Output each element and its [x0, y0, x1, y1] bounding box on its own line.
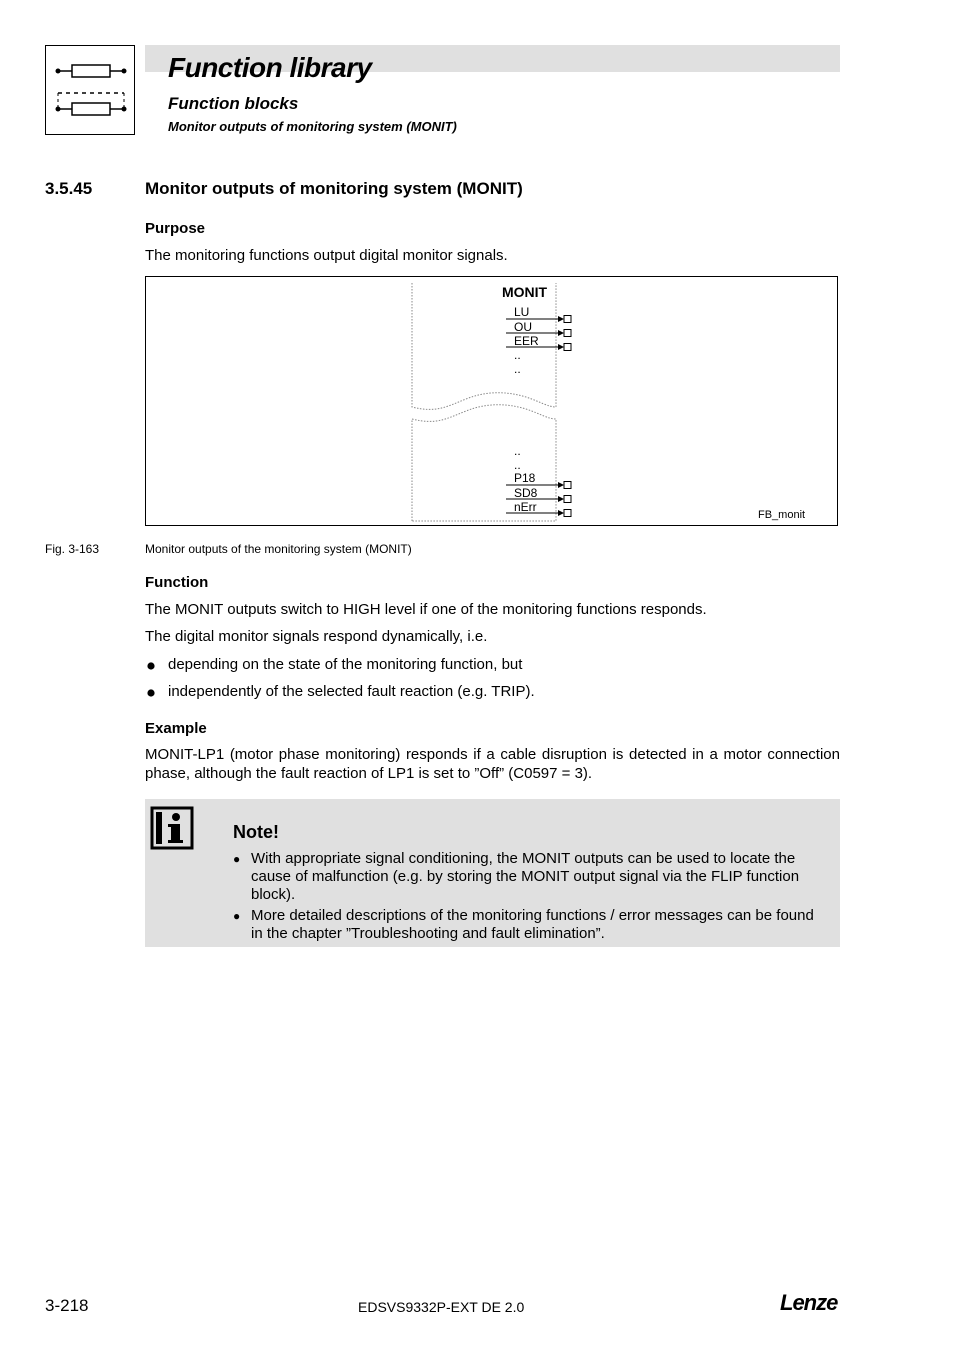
function-text-1: The MONIT outputs switch to HIGH level if one of the monitoring functions responds.	[145, 601, 707, 618]
function-heading: Function	[145, 574, 209, 591]
example-text: MONIT-LP1 (motor phase monitoring) responds if a cable disruption is detected in a motor connection phase, although the fault reaction of LP1 is set to ”Off” (C0597 = 3).	[145, 746, 840, 782]
example-heading: Example	[145, 720, 207, 737]
ellipsis-4: ..	[514, 458, 521, 472]
output-label-ou: OU	[514, 320, 532, 334]
monit-block-name: MONIT	[502, 284, 548, 300]
ellipsis-3: ..	[514, 444, 521, 458]
page-title: Function library	[168, 52, 372, 83]
note-item	[233, 850, 818, 904]
monit-block-diagram	[146, 277, 837, 525]
output-label-lu: LU	[514, 305, 530, 319]
output-pin-p18	[564, 482, 571, 489]
function-text-2: The digital monitor signals respond dynamically, i.e.	[145, 628, 488, 645]
function-library-icon	[45, 45, 135, 135]
output-label-eer: EER	[514, 334, 539, 348]
output-pin-eer	[564, 344, 571, 351]
bullet-icon: ●	[233, 909, 241, 923]
figure-caption-number: Fig. 3-163	[45, 542, 100, 556]
output-pin-sd8	[564, 496, 571, 503]
section-number: 3.5.45	[45, 179, 93, 198]
function-bullet-2: independently of the selected fault reaction (e.g. TRIP).	[168, 683, 535, 700]
page-number: 3-218	[45, 1296, 89, 1315]
output-label-p18: P18	[514, 471, 536, 485]
page-subsubtitle: Monitor outputs of monitoring system (MONIT)	[168, 119, 457, 134]
info-icon	[150, 806, 194, 855]
output-pin-lu	[564, 316, 571, 323]
note-item-text: With appropriate signal conditioning, the MONIT outputs can be used to locate the cause of malfunction (e.g. by storing the MONIT output signal via the FLIP function block).	[251, 850, 800, 903]
bullet-icon	[145, 683, 157, 706]
figure-label: FB_monit	[758, 509, 806, 521]
function-bullet-1: depending on the state of the monitoring function, but	[168, 656, 523, 673]
output-nerr	[506, 500, 571, 517]
note-item	[233, 907, 818, 943]
ellipsis-1: ..	[514, 348, 521, 362]
bullet-icon: ●	[233, 852, 241, 866]
output-pin-ou	[564, 330, 571, 337]
output-pin-nerr	[564, 510, 571, 517]
output-label-nerr: nErr	[514, 500, 537, 514]
ellipsis-2: ..	[514, 362, 521, 376]
page-subtitle: Function blocks	[168, 94, 299, 113]
brand-logo: Lenze	[780, 1290, 838, 1315]
section-title: Monitor outputs of monitoring system (MONIT)	[145, 179, 523, 198]
purpose-heading: Purpose	[145, 220, 206, 237]
figure-frame	[145, 276, 838, 526]
note-item-text: More detailed descriptions of the monitoring functions / error messages can be found in the chapter ”Troubleshooting and fault elimination”.	[251, 907, 814, 942]
bullet-icon	[145, 656, 157, 679]
figure-caption: Monitor outputs of the monitoring system (MONIT)	[145, 542, 412, 556]
note-title: Note!	[233, 822, 279, 842]
output-label-sd8: SD8	[514, 486, 538, 500]
document-id: EDSVS9332P-EXT DE 2.0	[358, 1299, 525, 1315]
purpose-text: The monitoring functions output digital monitor signals.	[145, 247, 508, 264]
